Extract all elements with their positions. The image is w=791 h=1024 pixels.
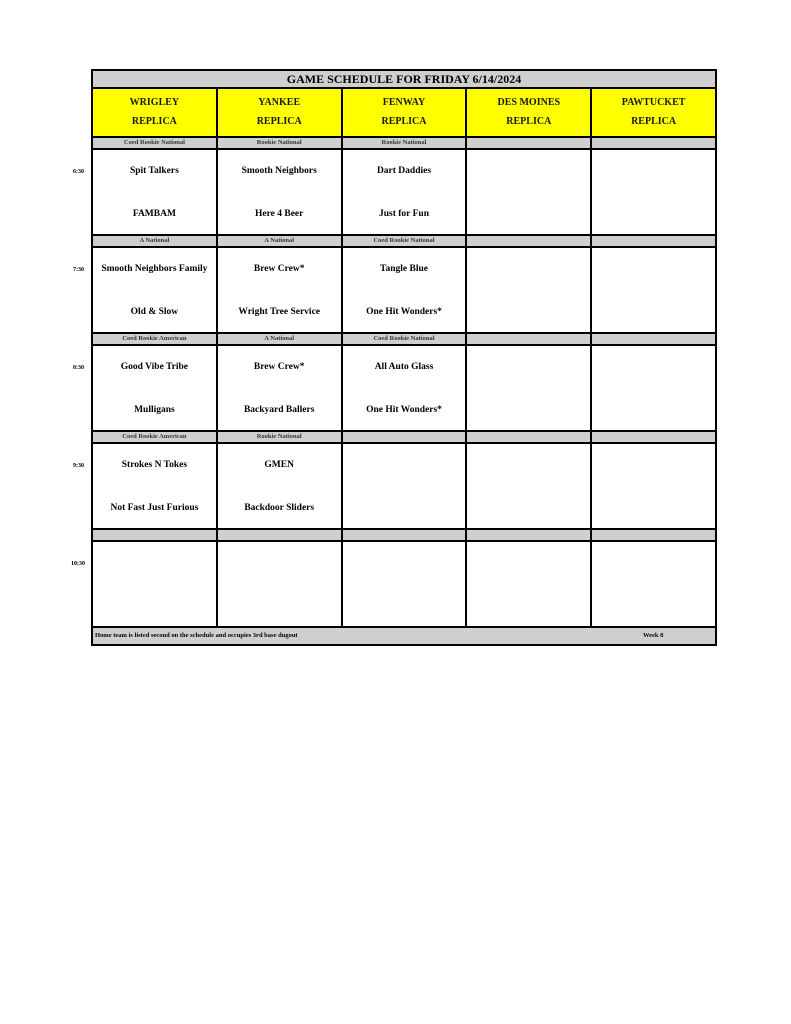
game-slot-row [93, 444, 715, 530]
game-cell [467, 248, 592, 332]
away-team: Good Vibe Tribe [120, 362, 188, 372]
home-team: Old & Slow [130, 307, 179, 317]
game-cell [467, 346, 592, 430]
division-label [218, 530, 343, 540]
away-team: All Auto Glass [374, 362, 434, 372]
division-label [592, 334, 715, 344]
schedule-title: GAME SCHEDULE FOR FRIDAY 6/14/2024 [93, 71, 715, 89]
schedule-footer [93, 628, 715, 644]
division-label [592, 236, 715, 246]
home-team: One Hit Wonders* [366, 405, 442, 415]
away-team: GMEN [264, 460, 294, 470]
game-cell [343, 346, 468, 430]
division-label [467, 334, 592, 344]
away-team: Brew Crew* [253, 264, 305, 274]
away-team: Brew Crew* [253, 362, 305, 372]
field-name: DES MOINES [497, 97, 561, 108]
game-cell [592, 150, 715, 234]
away-team: Dart Daddies [376, 166, 432, 176]
game-cell [93, 248, 218, 332]
game-slot-row [93, 248, 715, 334]
division-label: Rookie National [218, 138, 343, 148]
field-name: PAWTUCKET [621, 97, 686, 108]
home-team: Backyard Ballers [243, 405, 315, 415]
schedule-table [91, 69, 717, 646]
division-label: Coed Rookie National [93, 138, 218, 148]
division-row [93, 236, 715, 248]
away-team: Tangle Blue [380, 264, 428, 274]
game-cell [467, 150, 592, 234]
game-cell [343, 444, 468, 528]
game-cell [93, 150, 218, 234]
division-label: Rookie National [218, 432, 343, 442]
home-team: Just for Fun [379, 209, 429, 219]
game-cell [592, 542, 715, 626]
week-label: Week 8 [643, 632, 664, 639]
division-label: Coed Rookie American [93, 432, 218, 442]
game-cell [467, 444, 592, 528]
time-label: 7:30 [73, 267, 84, 273]
home-team: FAMBAM [132, 209, 176, 219]
game-cell [592, 248, 715, 332]
home-team: Not Fast Just Furious [110, 503, 199, 513]
field-header-row [93, 89, 715, 138]
away-team: Smooth Neighbors [241, 166, 317, 176]
time-label: 6:30 [73, 169, 84, 175]
division-label: A National [93, 236, 218, 246]
away-team: Spit Talkers [129, 166, 179, 176]
field-header-fenway [343, 89, 468, 136]
field-header-wrigley [93, 89, 218, 136]
division-label [592, 432, 715, 442]
game-slot-row [93, 150, 715, 236]
division-label: Rookie National [343, 138, 468, 148]
division-label: Coed Rookie National [343, 236, 468, 246]
field-name: WRIGLEY [129, 97, 180, 108]
field-name: FENWAY [382, 97, 426, 108]
field-header-pawtucket [592, 89, 715, 136]
field-type: REPLICA [506, 116, 552, 127]
home-team: Here 4 Beer [255, 209, 304, 219]
game-cell [93, 444, 218, 528]
division-label [343, 432, 468, 442]
division-label: A National [218, 334, 343, 344]
division-label [343, 530, 468, 540]
game-cell [93, 542, 218, 626]
field-header-yankee [218, 89, 343, 136]
game-slot-row [93, 346, 715, 432]
time-label: 9:30 [73, 463, 84, 469]
game-cell [343, 542, 468, 626]
division-row [93, 530, 715, 542]
game-cell [343, 248, 468, 332]
home-team: Wright Tree Service [238, 307, 320, 317]
game-cell [343, 150, 468, 234]
game-cell [218, 542, 343, 626]
game-cell [218, 150, 343, 234]
field-type: REPLICA [256, 116, 302, 127]
game-cell [592, 444, 715, 528]
game-slot-row [93, 542, 715, 628]
field-header-des-moines [467, 89, 592, 136]
time-label: 8:30 [73, 365, 84, 371]
game-cell [93, 346, 218, 430]
home-team: One Hit Wonders* [366, 307, 442, 317]
division-label [467, 138, 592, 148]
division-label: Coed Rookie National [343, 334, 468, 344]
division-row [93, 138, 715, 150]
game-cell [218, 346, 343, 430]
home-team-note: Home team is listed second on the schedule and occupies 3rd base dugout [95, 632, 298, 639]
field-type: REPLICA [631, 116, 677, 127]
division-label [467, 236, 592, 246]
field-name: YANKEE [258, 97, 301, 108]
division-row [93, 432, 715, 444]
home-team: Backdoor Sliders [244, 503, 315, 513]
division-label: Coed Rookie American [93, 334, 218, 344]
game-cell [218, 248, 343, 332]
division-label [592, 530, 715, 540]
division-label: A National [218, 236, 343, 246]
field-type: REPLICA [381, 116, 427, 127]
game-cell [218, 444, 343, 528]
division-label [93, 530, 218, 540]
game-cell [592, 346, 715, 430]
away-team: Smooth Neighbors Family [101, 264, 208, 274]
division-row [93, 334, 715, 346]
home-team: Mulligans [134, 405, 175, 415]
division-label [467, 432, 592, 442]
division-label [592, 138, 715, 148]
division-label [467, 530, 592, 540]
away-team: Strokes N Tokes [121, 460, 188, 470]
game-cell [467, 542, 592, 626]
time-label: 10:30 [71, 561, 85, 567]
field-type: REPLICA [131, 116, 177, 127]
